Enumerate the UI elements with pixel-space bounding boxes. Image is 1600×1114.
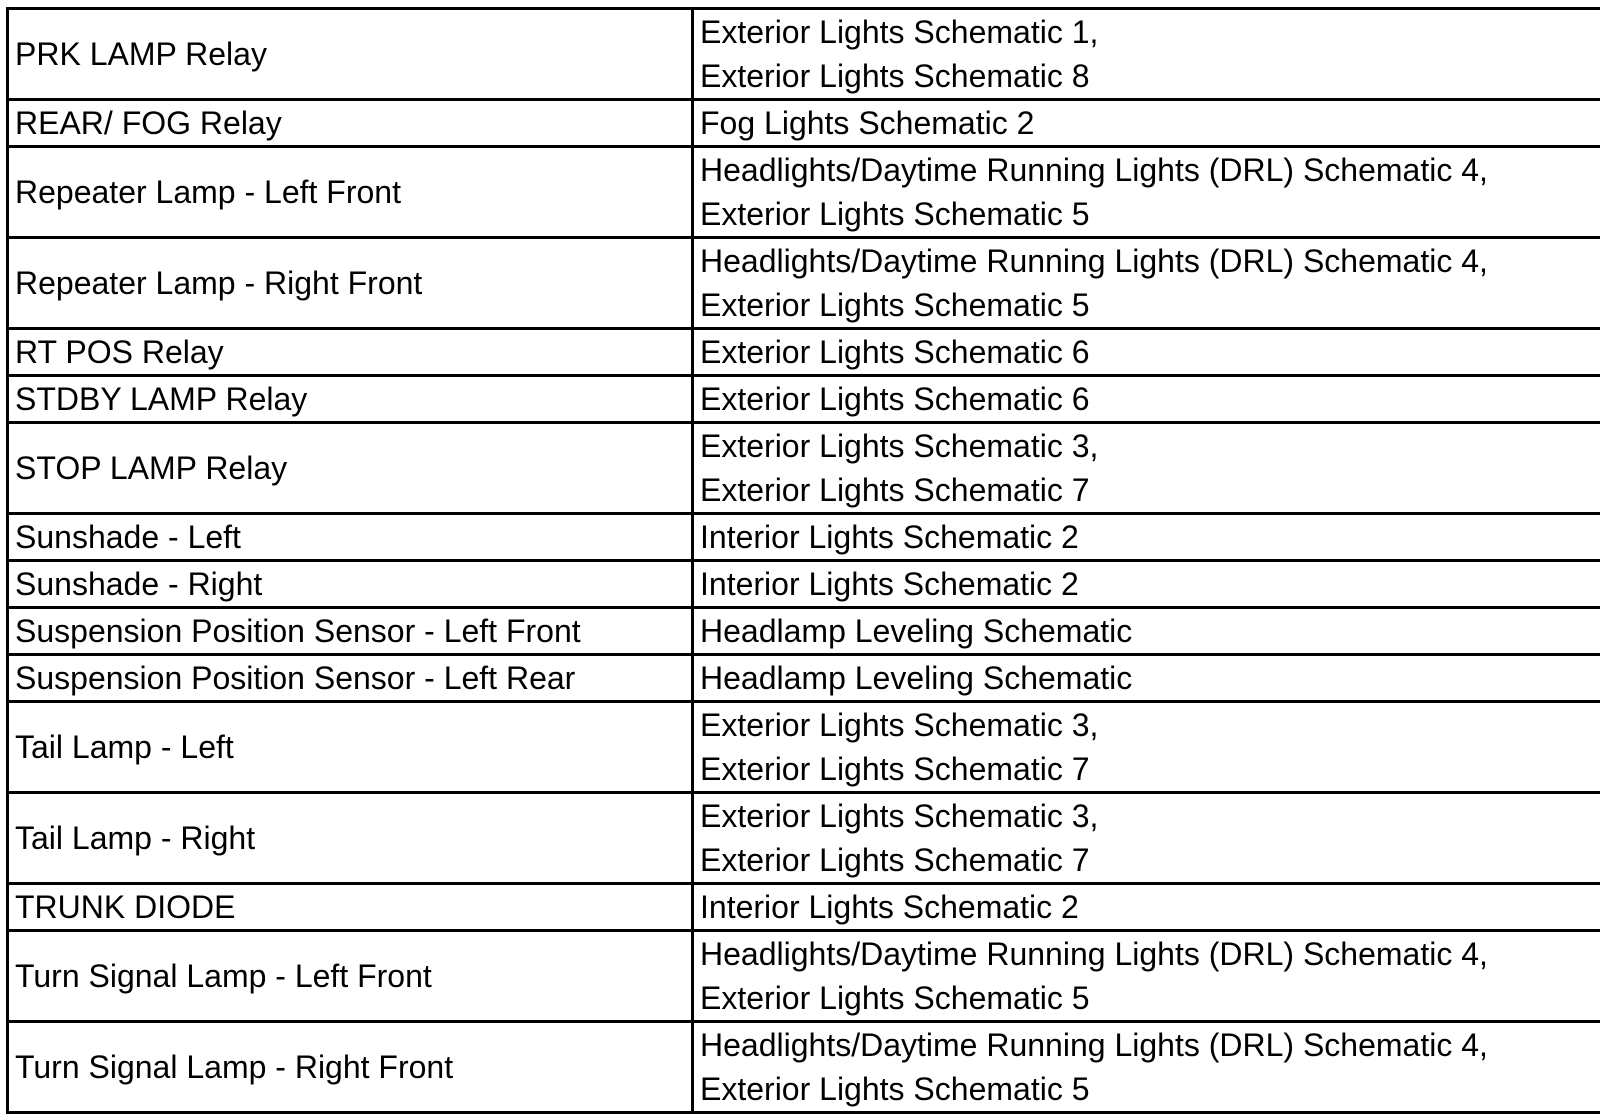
table-row bbox=[8, 100, 1600, 147]
component-name-cell: Suspension Position Sensor - Left Rear bbox=[8, 655, 693, 702]
table-row bbox=[8, 423, 1600, 514]
schematic-reference-cell bbox=[693, 931, 1600, 1022]
component-name-cell: TRUNK DIODE bbox=[8, 884, 693, 931]
schematic-reference-table bbox=[6, 7, 1600, 1114]
component-name-cell: Turn Signal Lamp - Left Front bbox=[8, 931, 693, 1022]
schematic-reference-cell bbox=[693, 514, 1600, 561]
component-name-cell: Tail Lamp - Left bbox=[8, 702, 693, 793]
schematic-reference-cell bbox=[693, 561, 1600, 608]
table-row bbox=[8, 931, 1600, 1022]
table-row bbox=[8, 561, 1600, 608]
table-body bbox=[8, 9, 1600, 1113]
table-row bbox=[8, 238, 1600, 329]
schematic-reference-line: Exterior Lights Schematic 6 bbox=[700, 330, 1600, 374]
schematic-reference-cell bbox=[693, 329, 1600, 376]
component-name-cell: Sunshade - Left bbox=[8, 514, 693, 561]
schematic-reference-line: Exterior Lights Schematic 8 bbox=[700, 54, 1600, 98]
table-row bbox=[8, 655, 1600, 702]
schematic-reference-line: Headlamp Leveling Schematic bbox=[700, 656, 1600, 700]
component-name-cell: Sunshade - Right bbox=[8, 561, 693, 608]
schematic-reference-line: Exterior Lights Schematic 6 bbox=[700, 377, 1600, 421]
table-row bbox=[8, 514, 1600, 561]
schematic-reference-line: Exterior Lights Schematic 3, bbox=[700, 794, 1600, 838]
schematic-reference-line: Fog Lights Schematic 2 bbox=[700, 101, 1600, 145]
schematic-reference-line: Headlights/Daytime Running Lights (DRL) Schematic 4, bbox=[700, 932, 1600, 976]
table-row bbox=[8, 329, 1600, 376]
schematic-reference-line: Exterior Lights Schematic 5 bbox=[700, 192, 1600, 236]
schematic-reference-line: Exterior Lights Schematic 3, bbox=[700, 703, 1600, 747]
component-name-cell: REAR/ FOG Relay bbox=[8, 100, 693, 147]
component-name-cell: PRK LAMP Relay bbox=[8, 9, 693, 100]
table-row bbox=[8, 608, 1600, 655]
schematic-reference-cell bbox=[693, 608, 1600, 655]
table-row bbox=[8, 793, 1600, 884]
component-name-cell: Repeater Lamp - Left Front bbox=[8, 147, 693, 238]
schematic-reference-cell bbox=[693, 793, 1600, 884]
component-name-cell: Repeater Lamp - Right Front bbox=[8, 238, 693, 329]
schematic-reference-cell bbox=[693, 423, 1600, 514]
schematic-reference-line: Headlights/Daytime Running Lights (DRL) Schematic 4, bbox=[700, 239, 1600, 283]
schematic-reference-line: Headlamp Leveling Schematic bbox=[700, 609, 1600, 653]
schematic-reference-cell bbox=[693, 238, 1600, 329]
schematic-reference-line: Interior Lights Schematic 2 bbox=[700, 515, 1600, 559]
component-name-cell: STOP LAMP Relay bbox=[8, 423, 693, 514]
schematic-reference-cell bbox=[693, 702, 1600, 793]
table-row bbox=[8, 1022, 1600, 1113]
schematic-reference-line: Exterior Lights Schematic 5 bbox=[700, 976, 1600, 1020]
schematic-reference-cell bbox=[693, 1022, 1600, 1113]
schematic-reference-line: Interior Lights Schematic 2 bbox=[700, 885, 1600, 929]
table-row bbox=[8, 884, 1600, 931]
schematic-reference-line: Exterior Lights Schematic 3, bbox=[700, 424, 1600, 468]
schematic-reference-cell bbox=[693, 376, 1600, 423]
schematic-reference-cell bbox=[693, 655, 1600, 702]
schematic-reference-line: Exterior Lights Schematic 7 bbox=[700, 838, 1600, 882]
schematic-reference-cell bbox=[693, 9, 1600, 100]
component-name-cell: STDBY LAMP Relay bbox=[8, 376, 693, 423]
schematic-reference-line: Exterior Lights Schematic 7 bbox=[700, 747, 1600, 791]
table-row bbox=[8, 147, 1600, 238]
schematic-reference-cell bbox=[693, 884, 1600, 931]
schematic-reference-line: Exterior Lights Schematic 7 bbox=[700, 468, 1600, 512]
component-name-cell: Tail Lamp - Right bbox=[8, 793, 693, 884]
component-name-cell: Turn Signal Lamp - Right Front bbox=[8, 1022, 693, 1113]
table-row bbox=[8, 9, 1600, 100]
schematic-reference-line: Interior Lights Schematic 2 bbox=[700, 562, 1600, 606]
schematic-reference-cell bbox=[693, 100, 1600, 147]
component-name-cell: Suspension Position Sensor - Left Front bbox=[8, 608, 693, 655]
schematic-reference-cell bbox=[693, 147, 1600, 238]
schematic-reference-line: Exterior Lights Schematic 5 bbox=[700, 1067, 1600, 1111]
schematic-reference-line: Exterior Lights Schematic 5 bbox=[700, 283, 1600, 327]
component-name-cell: RT POS Relay bbox=[8, 329, 693, 376]
schematic-reference-line: Headlights/Daytime Running Lights (DRL) Schematic 4, bbox=[700, 1023, 1600, 1067]
schematic-reference-line: Headlights/Daytime Running Lights (DRL) Schematic 4, bbox=[700, 148, 1600, 192]
table-row bbox=[8, 376, 1600, 423]
schematic-reference-line: Exterior Lights Schematic 1, bbox=[700, 10, 1600, 54]
table-row bbox=[8, 702, 1600, 793]
